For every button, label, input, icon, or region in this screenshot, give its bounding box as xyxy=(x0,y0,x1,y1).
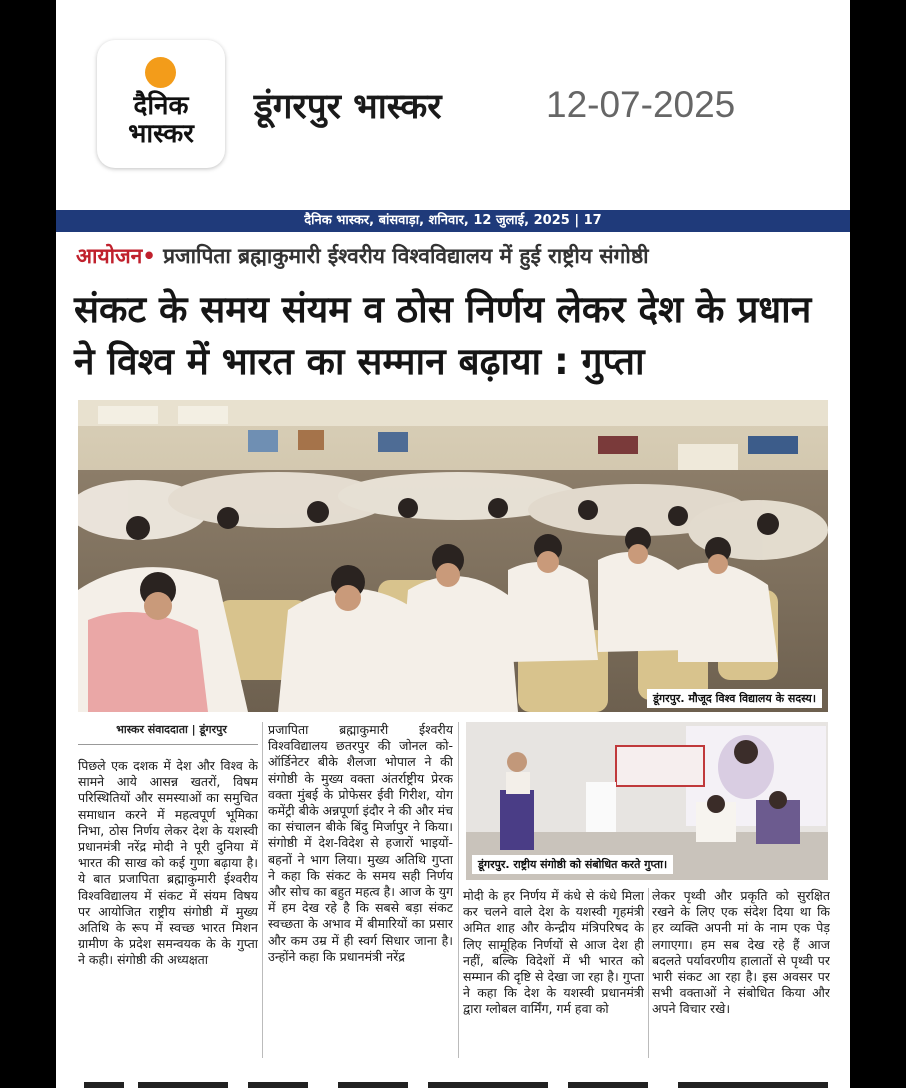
column-divider xyxy=(458,722,459,1058)
article-column-3: मोदी के हर निर्णय में कंधे से कंधे मिला कर चलने वाले देश के यशस्वी गृहमंत्री अमित शाह और केन्द्रीय मंत्रिपरिषद के लिए सामूहिक निर्णयों से आज देश ही नहीं, बल्कि विदेशों में भी भारत को सम्मान की दृष्टि से देखा जा रहा है। गुप्ता ने कहा कि देश के यशस्वी प्रधानमंत्री द्वारा ग्लोबल वार्मिंग, गर्म हवा को xyxy=(463,888,644,1017)
article-column-4: लेकर पृथ्वी और प्रकृति को सुरक्षित रखने के लिए एक संदेश दिया था कि हर व्यक्ति अपनी मां के नाम एक पेड़ लगाएगा। हम सब देख रहे हैं आज बदलते पर्यावरणीय हालातों से पृथ्वी पर भारी संकट आ रहा है। इस अवसर पर सभी वक्ताओं ने संबोधित किया और अपने विचार रखे। xyxy=(652,888,830,1017)
logo-line2: भास्कर xyxy=(128,119,194,149)
article-column-2: प्रजापिता ब्रह्माकुमारी ईश्वरीय विश्वविद्यालय छतरपुर की जोनल को-ऑर्डिनेटर बीके शैलजा भोपाल ने की संगोष्ठी के मुख्य वक्ता अंतर्राष्ट्रीय प्रेरक वक्ता मुंबई के प्रोफेसर ईवी गिरीश, योग कमेंट्री बीके अन्नपूर्णा इंदौर ने की और मंच का संचालन बीके बिंदु मिर्जापुर ने किया। संगोष्ठी में देश-विदेश से हजारों भाइयों-बहनों ने भाग लिया। मुख्य अतिथि गुप्ता ने कहा कि संकट के समय सही निर्णय और सोच का बहुत महत्व है। आज के युग में हम देख रहे है कि सबसे बड़ा संकट स्वच्छता के अभाव में बीमारियों का प्रसार और कम उम्र में ही स्वर्ग सिधार जाना है। उन्होंने कहा कि प्रधानमंत्री नरेंद्र xyxy=(268,722,453,964)
audience-photo xyxy=(78,400,828,712)
next-article-strip xyxy=(78,1072,838,1088)
audience-photo-image xyxy=(78,400,828,712)
column-divider xyxy=(648,888,649,1058)
edition-date: 12-07-2025 xyxy=(546,84,736,125)
left-black-border xyxy=(0,0,56,1088)
logo-line1: दैनिक xyxy=(133,91,189,121)
byline: भास्कर संवाददाता | डूंगरपुर xyxy=(116,723,227,736)
speaker-photo-caption: डूंगरपुर. राष्ट्रीय संगोष्ठी को संबोधित करते गुप्ता। xyxy=(472,855,673,874)
logo-sun-icon xyxy=(145,57,176,88)
article-column-1: पिछले एक दशक में देश और विश्व के सामने आये आसन्न खतरों, विषम परिस्थितियों और समस्याओं का समुचित समाधान करने में महत्वपूर्ण भूमिका निभा, ठोस निर्णय लेकर देश के यशस्वी प्रधानमंत्री नरेंद्र मोदी ने पूरी दुनिया में भारत की साख को कई गुणा बढ़ाया है। ये बात प्रजापिता ब्रह्माकुमारी ईश्वरीय विश्वविद्यालय में संकट में संयम विषय पर आयोजित राष्ट्रीय संगोष्ठी में मुख्य अतिथि के रूप में स्वच्छ भारत मिशन ग्रामीण के प्रदेश समन्वयक के के गुप्ता ने कही। संगोष्ठी की अध्यक्षता xyxy=(78,758,258,968)
edition-title: डूंगरपुर भास्कर xyxy=(254,87,442,127)
column-divider xyxy=(262,722,263,1058)
audience-photo-caption: डूंगरपुर. मौजूद विश्व विद्यालय के सदस्य। xyxy=(647,689,822,708)
next-article-glyphs xyxy=(78,1072,838,1088)
newspaper-clipping xyxy=(56,0,850,1088)
kicker xyxy=(76,242,836,270)
dainik-bhaskar-logo xyxy=(97,40,225,168)
kicker-text: प्रजापिता ब्रह्माकुमारी ईश्वरीय विश्वविद्यालय में हुई राष्ट्रीय संगोष्ठी xyxy=(163,244,649,268)
right-black-border xyxy=(850,0,906,1088)
byline-divider xyxy=(78,744,258,745)
speaker-photo xyxy=(466,722,828,880)
headline: संकट के समय संयम व ठोस निर्णय लेकर देश के प्रधान ने विश्व में भारत का सम्मान बढ़ाया : गुप्ता xyxy=(74,288,812,383)
kicker-label: आयोजन• xyxy=(76,244,156,268)
masthead-bar: दैनिक भास्कर, बांसवाड़ा, शनिवार, 12 जुलाई, 2025 | 17 xyxy=(56,210,850,232)
